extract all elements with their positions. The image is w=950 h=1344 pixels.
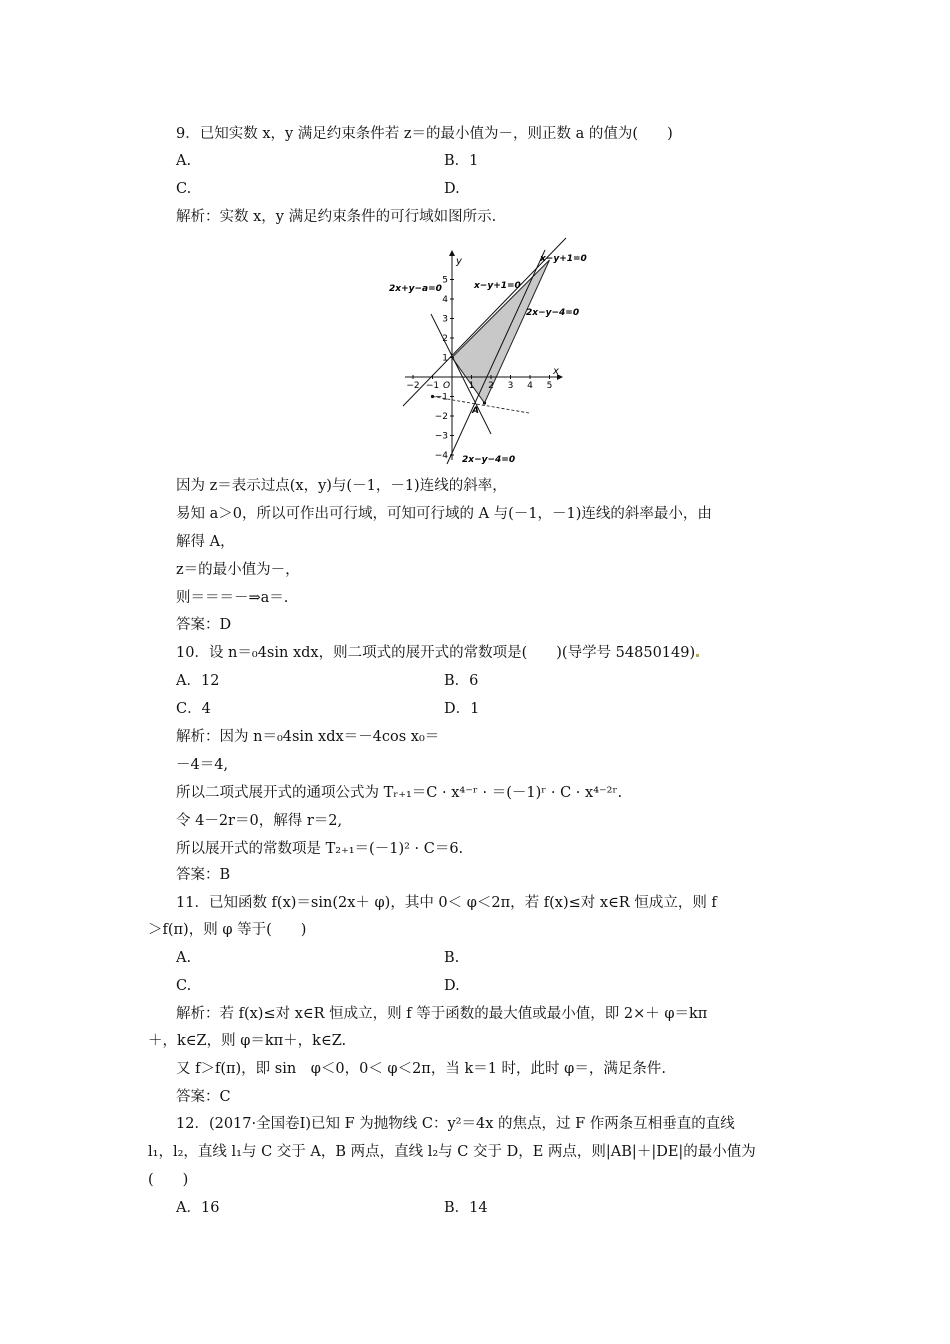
point-a-marker: [483, 401, 486, 404]
x-tick-label: 2: [488, 381, 494, 391]
q10-answer: 答案：B: [176, 867, 231, 883]
y-tick-label: 5: [442, 275, 448, 286]
q10-option-a: A．12: [176, 673, 220, 689]
x-tick-label: −1: [425, 381, 440, 391]
q12-stem-3: ( ): [148, 1172, 189, 1188]
q11-option-b: B.: [444, 950, 460, 966]
q10-stem-row: [176, 643, 699, 663]
q9-answer: 答案：D: [176, 617, 232, 633]
q10-option-b: B．6: [444, 673, 479, 689]
q10-analysis-2: －4＝4,: [176, 757, 229, 773]
dot-mark: [696, 654, 699, 657]
q11-analysis-3: 又 f＞f(π)，即 sin φ＜0，0＜ φ＜2π，当 k＝1 时，此时 φ＝，满足条件.: [176, 1061, 666, 1077]
q9-after-3: 解得 A，: [176, 534, 235, 550]
y-tick-label: −2: [434, 412, 448, 422]
q9-option-d: D.: [444, 181, 460, 197]
label-2x-minus-y-minus-4-right: 2x−y−4=0: [526, 308, 580, 318]
x-tick-label: −2: [406, 381, 420, 391]
q9-after-1: 因为 z＝表示过点(x，y)与(－1，－1)连线的斜率，: [176, 478, 507, 494]
q10-option-c: C．4: [176, 701, 211, 717]
x-tick-label: 5: [546, 381, 553, 391]
label-2x-plus-y-minus-a: 2x+y−a=0: [389, 284, 442, 294]
label-x-minus-y-plus-1-inner: x−y+1=0: [474, 281, 521, 291]
x-tick-label: 3: [507, 381, 514, 391]
label-2x-minus-y-minus-4-bottom: 2x−y−4=0: [462, 455, 516, 465]
q11-option-a: A.: [176, 950, 192, 966]
q12-stem-2: l₁，l₂，直线 l₁与 C 交于 A，B 两点，直线 l₂与 C 交于 D，E 两点，则|AB|＋|DE|的最小值为: [148, 1144, 756, 1160]
q9-after-2: 易知 a＞0，所以可作出可行域，可知可行域的 A 与(－1，－1)连线的斜率最小，由: [176, 506, 712, 522]
feasible-region-figure: [385, 228, 605, 466]
q10-analysis-3: 所以二项式展开式的通项公式为 Tᵣ₊₁＝C · x⁴⁻ʳ · ＝(－1)ʳ · C · x⁴⁻²ʳ.: [176, 785, 623, 801]
y-axis-label: y: [456, 256, 462, 267]
q12-option-a: A．16: [176, 1200, 220, 1216]
q12-option-b: B．14: [444, 1200, 488, 1216]
origin-label: O: [443, 381, 451, 391]
x-tick-label: 1: [468, 381, 475, 391]
point-minus1-minus1: [431, 395, 434, 398]
y-tick-label: −1: [434, 392, 448, 403]
y-tick-label: 4: [442, 295, 448, 305]
q11-analysis-1: 解析：若 f(x)≤对 x∈R 恒成立，则 f 等于函数的最大值或最小值，即 2×＋ φ＝kπ: [176, 1006, 708, 1022]
y-tick-label: 2: [442, 334, 448, 344]
q10-analysis-5: 所以展开式的常数项是 T₂₊₁＝(－1)² · C＝6.: [176, 841, 464, 857]
q9-after-5: 则＝＝＝－⇒a＝.: [176, 590, 289, 606]
q11-stem-1: 11．已知函数 f(x)＝sin(2x＋ φ)，其中 0＜ φ＜2π，若 f(x)≤对 x∈R 恒成立，则 f: [176, 895, 717, 911]
q9-option-a: A.: [176, 153, 192, 169]
x-tick-label: 4: [527, 381, 533, 391]
point-a-label: A: [472, 406, 479, 416]
q11-stem-2: ＞f(π)，则 φ 等于( ): [148, 922, 307, 938]
label-x-minus-y-plus-1-top: x−y+1=0: [540, 254, 587, 264]
q9-analysis: 解析：实数 x，y 满足约束条件的可行域如图所示.: [176, 209, 497, 225]
q9-stem: 9．已知实数 x，y 满足约束条件若 z＝的最小值为－，则正数 a 的值为( ): [176, 126, 673, 142]
q11-analysis-2: ＋，k∈Z，则 φ＝kπ＋，k∈Z.: [148, 1033, 347, 1049]
q10-stem: 10．设 n＝₀4sin xdx，则二项式的展开式的常数项是( )(导学号 54850149): [176, 645, 696, 661]
y-tick-label: −3: [434, 431, 448, 442]
y-axis-arrow: [449, 250, 455, 256]
q11-answer: 答案：C: [176, 1089, 231, 1105]
y-tick-label: −4: [434, 451, 448, 461]
q10-option-d: D．1: [444, 701, 480, 717]
q9-option-c: C.: [176, 181, 192, 197]
y-tick-label: 1: [442, 353, 448, 364]
q12-stem-1: 12．(2017·全国卷Ⅰ)已知 F 为抛物线 C：y²＝4x 的焦点，过 F 作两条互相垂直的直线: [176, 1116, 735, 1132]
q10-analysis-1: 解析：因为 n＝₀4sin xdx＝－4cos x₀＝: [176, 729, 440, 745]
q9-after-4: z＝的最小值为－，: [176, 562, 300, 578]
x-axis-label: x: [553, 366, 559, 377]
y-tick-label: 3: [442, 314, 448, 325]
q10-analysis-4: 令 4－2r＝0，解得 r＝2,: [176, 813, 343, 829]
q11-option-c: C.: [176, 978, 192, 994]
q9-option-b: B．1: [444, 153, 479, 169]
q11-option-d: D.: [444, 978, 460, 994]
